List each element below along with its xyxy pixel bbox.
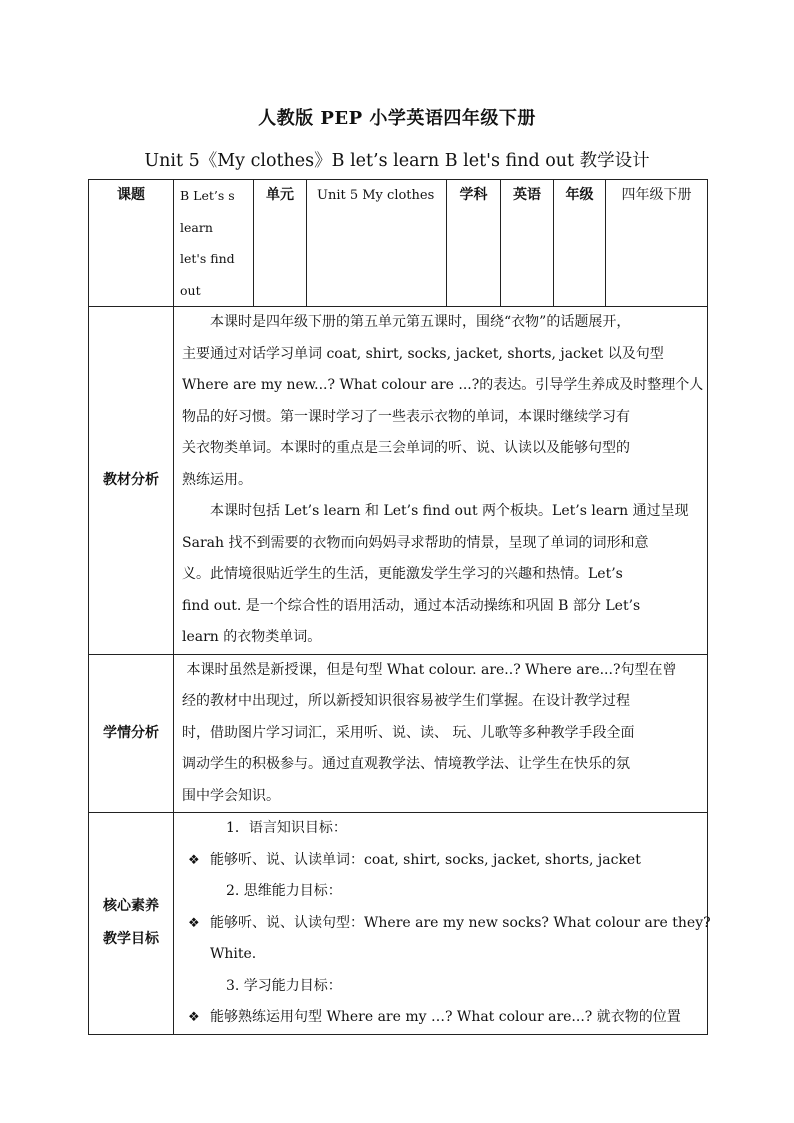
text-line: learn 的衣物类单词。 — [182, 629, 322, 645]
unit-label: 单元 — [254, 180, 307, 307]
text-line: 关衣物类单词。本课时的重点是三会单词的听、说、认读以及能够句型的 — [182, 440, 630, 456]
text-line: 本课时包括 Let’s learn 和 Let’s find out 两个板块。Let’s learn 通过呈现 — [210, 503, 689, 519]
textbook-analysis-paragraph-1 — [174, 307, 707, 496]
topic-value — [174, 180, 254, 307]
core-goals-label-line: 教学目标 — [103, 931, 159, 948]
topic-label: 课题 — [89, 180, 174, 307]
text-line: find out. 是一个综合性的语用活动，通过本活动操练和巩固 B 部分 Let’s — [182, 597, 641, 614]
textbook-analysis-row — [89, 307, 708, 655]
goal-heading: 3. 学习能力目标： — [226, 977, 342, 994]
goal-item — [182, 845, 699, 877]
text-line: 主要通过对话学习单词 coat, shirt, socks, jacket, shorts, jacket 以及句型 — [182, 345, 664, 362]
document-title: 人教版 PEP 小学英语四年级下册 — [258, 108, 536, 129]
lesson-plan-table — [88, 179, 711, 1035]
student-analysis-label: 学情分析 — [89, 654, 174, 813]
core-goals-label-line: 核心素养 — [103, 898, 159, 915]
goal-item-text: 能够听、说、认读单词：coat, shirt, socks, jacket, shorts, jacket — [210, 851, 641, 868]
goal-heading: 2. 思维能力目标： — [226, 883, 342, 899]
student-analysis-content — [174, 654, 708, 813]
textbook-analysis-paragraph-2 — [174, 496, 707, 654]
text-line: 时，借助图片学习词汇，采用听、说、读、 玩、儿歌等多种教学手段全面 — [182, 724, 635, 741]
topic-line: learn — [180, 219, 213, 235]
text-line: 义。此情境很贴近学生的生活，更能激发学生学习的兴趣和热情。Let’s — [182, 566, 623, 582]
diamond-bullet-icon: ❖ — [188, 915, 200, 931]
topic-line: let's find — [180, 251, 235, 266]
core-goals-label — [89, 813, 174, 1035]
goal-item-continuation: White. — [210, 946, 257, 962]
core-goals-content — [174, 813, 711, 1035]
diamond-bullet-icon: ❖ — [188, 852, 200, 868]
text-line: 熟练运用。 — [182, 471, 252, 488]
text-line: 围中学会知识。 — [182, 787, 280, 804]
goal-item — [182, 908, 711, 940]
textbook-analysis-content — [174, 307, 708, 655]
goal-item-text: 能够熟练运用句型 Where are my …? What colour are...? 就衣物的位置 — [210, 1009, 681, 1025]
core-goals-list — [174, 813, 711, 1034]
text-line: 物品的好习惯。第一课时学习了一些表示衣物的单词，本课时继续学习有 — [182, 408, 630, 425]
text-line: 经的教材中出现过，所以新授知识很容易被学生们掌握。在设计教学过程 — [182, 693, 630, 709]
textbook-analysis-label: 教材分析 — [89, 307, 174, 655]
goal-item-text: 能够听、说、认读句型：Where are my new socks? What colour are they? — [210, 914, 711, 931]
subject-value: 英语 — [501, 180, 554, 307]
goal-heading: 1．语言知识目标： — [226, 820, 347, 836]
text-line: Where are my new...? What colour are ...?的表达。引导学生养成及时整理个人 — [182, 377, 704, 393]
text-line: 调动学生的积极参与。通过直观教学法、情境教学法、让学生在快乐的氛 — [182, 756, 630, 772]
core-goals-row — [89, 813, 708, 1035]
topic-line: out — [180, 282, 201, 298]
text-line: Sarah 找不到需要的衣物而向妈妈寻求帮助的情景，呈现了单词的词形和意 — [182, 534, 649, 551]
info-row — [89, 180, 708, 307]
topic-line: B Let’s s — [180, 188, 235, 203]
unit-value: Unit 5 My clothes — [307, 180, 447, 307]
student-analysis-row — [89, 654, 708, 813]
subject-label: 学科 — [447, 180, 501, 307]
text-line: 本课时是四年级下册的第五单元第五课时，围绕“衣物”的话题展开， — [210, 314, 631, 330]
student-analysis-paragraph — [174, 655, 707, 813]
goal-item — [182, 1002, 699, 1034]
document-subtitle: Unit 5《My clothes》B let’s learn B let's find out 教学设计 — [144, 151, 650, 171]
text-line: 本课时虽然是新授课，但是句型 What colour. are..? Where are...?句型在曾 — [182, 661, 677, 678]
grade-label: 年级 — [554, 180, 606, 307]
diamond-bullet-icon: ❖ — [188, 1010, 200, 1025]
grade-value: 四年级下册 — [606, 180, 708, 307]
